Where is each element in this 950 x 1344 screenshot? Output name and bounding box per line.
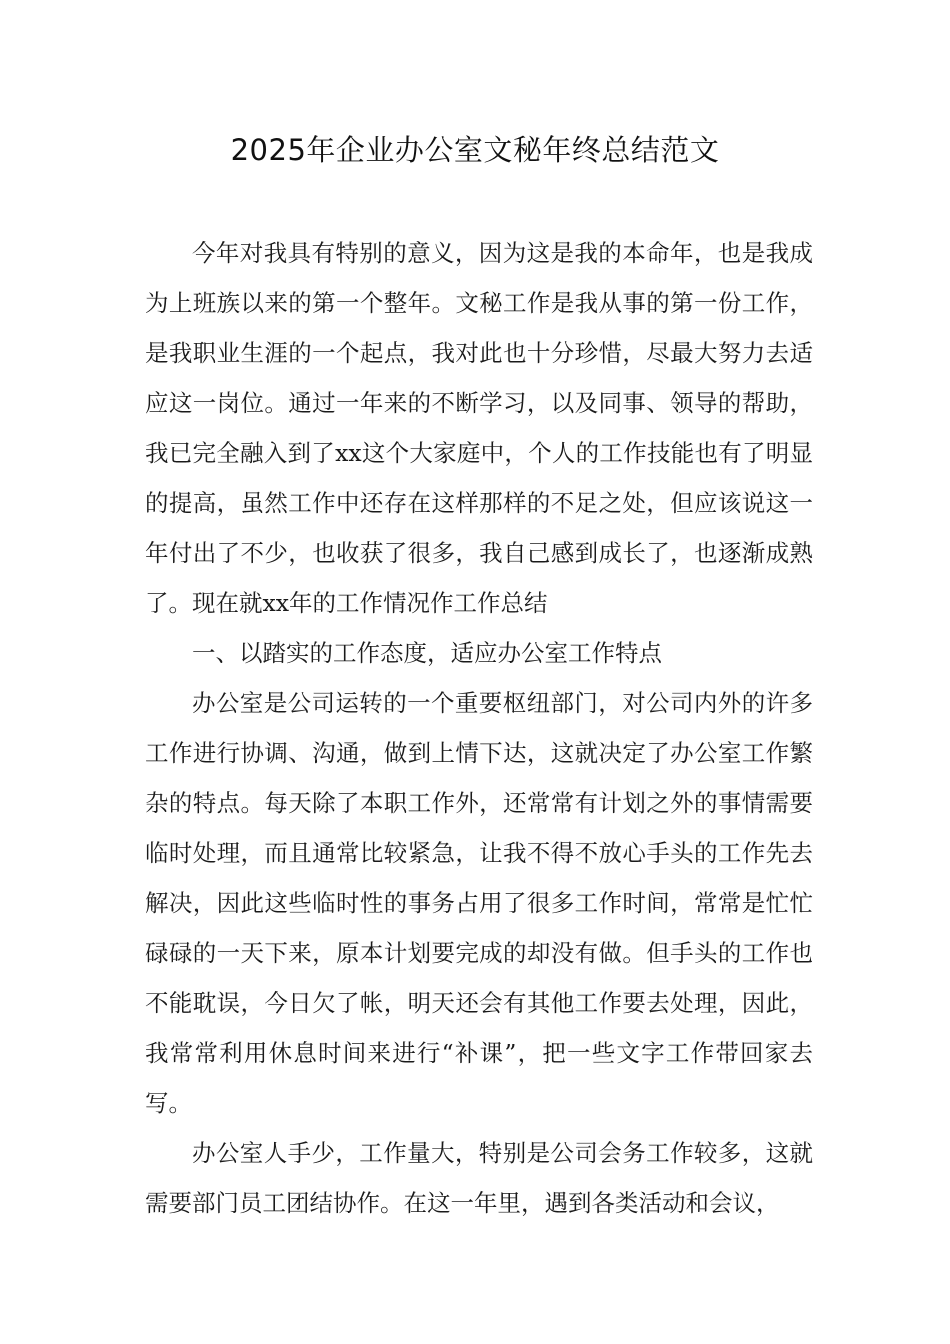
document-body <box>145 228 813 1228</box>
paragraph-teamwork: 办公室人手少，工作量大，特别是公司会务工作较多，这就需要部门员工团结协作。在这一年里，遇到各类活动和会议， <box>145 1139 813 1217</box>
paragraph-intro: 今年对我具有特别的意义，因为这是我的本命年，也是我成为上班族以来的第一个整年。文秘工作是我从事的第一份工作，是我职业生涯的一个起点，我对此也十分珍惜，尽最大努力去适应这一岗位。通过一年来的不断学习，以及同事、领导的帮助，我已完全融入到了xx这个大家庭中，个人的工作技能也有了明显的提高，虽然工作中还存在这样那样的不足之处，但应该说这一年付出了不少，也收获了很多，我自己感到成长了，也逐渐成熟了。现在就xx年的工作情况作工作总结 <box>145 239 813 617</box>
document-title: 2025年企业办公室文秘年终总结范文 <box>230 133 720 167</box>
paragraph-office-characteristics: 办公室是公司运转的一个重要枢纽部门，对公司内外的许多工作进行协调、沟通，做到上情下达，这就决定了办公室工作繁杂的特点。每天除了本职工作外，还常常有计划之外的事情需要临时处理，而且通常比较紧急，让我不得不放心手头的工作先去解决，因此这些临时性的事务占用了很多工作时间，常常是忙忙碌碌的一天下来，原本计划要完成的却没有做。但手头的工作也不能耽误，今日欠了帐，明天还会有其他工作要去处理，因此，我常常利用休息时间来进行“补课”，把一些文字工作带回家去写。 <box>145 689 813 1117</box>
section-heading-1: 一、以踏实的工作态度，适应办公室工作特点 <box>192 639 662 667</box>
